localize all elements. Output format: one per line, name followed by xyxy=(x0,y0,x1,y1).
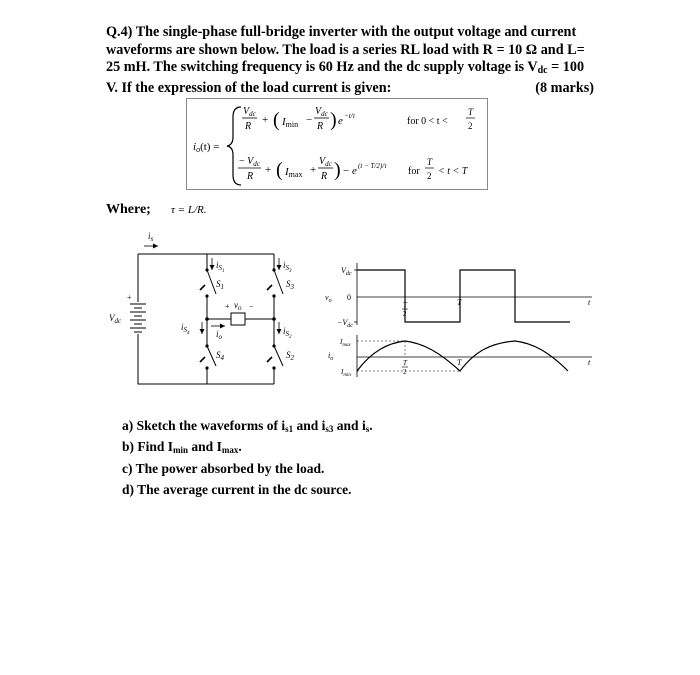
where-label: Where; xyxy=(106,202,151,217)
svg-text:): ) xyxy=(334,159,341,181)
question-text xyxy=(106,24,594,97)
is1-label: $i_{S1}$ xyxy=(216,260,225,274)
svg-text:Vdc: $V_{dc}$ xyxy=(341,266,352,277)
svg-text:−: − xyxy=(343,165,350,177)
svg-text:Imax: Imax xyxy=(285,166,303,179)
svg-text:for: for xyxy=(408,166,420,177)
part-d: d) The average current in the dc source. xyxy=(122,481,352,497)
svg-text:2: 2 xyxy=(468,121,473,131)
svg-text:Vdc: $V_{dc}$ xyxy=(109,313,122,325)
svg-text:(: ( xyxy=(276,159,283,181)
voltage-waveform xyxy=(325,263,592,329)
svg-text:vo: $v_o$ xyxy=(325,293,332,304)
svg-text:2: 2 xyxy=(403,310,407,318)
svg-text:+: + xyxy=(310,164,317,176)
load-current-formula xyxy=(186,98,488,190)
formula-graphic xyxy=(187,99,487,189)
is3-label: $i_{S3}$ xyxy=(283,260,292,274)
svg-text:T: T xyxy=(427,157,433,167)
svg-text:T: T xyxy=(403,359,407,367)
formula-brace xyxy=(227,107,241,185)
svg-text:2: 2 xyxy=(427,171,432,181)
svg-text:−: − xyxy=(249,302,254,311)
svg-text:0: 0 xyxy=(347,293,351,302)
svg-text:e: e xyxy=(352,165,357,177)
formula-case-1 xyxy=(242,106,475,132)
svg-text:Vdc: $V_{dc}$ xyxy=(319,156,332,168)
svg-text:Vdc: $V_{dc}$ xyxy=(243,106,256,118)
part-c: c) The power absorbed by the load. xyxy=(122,460,325,476)
svg-text:): ) xyxy=(330,109,337,131)
output-waveforms xyxy=(310,255,600,380)
s1-label: $S_1$ xyxy=(216,279,224,291)
current-waveform xyxy=(328,335,592,378)
question-line-4: V. If the expression of the load current is given: (8 marks) xyxy=(106,79,594,96)
formula-lhs: io(t) = xyxy=(193,141,220,154)
question-line-3: 25 mH. The switching frequency is 60 Hz and the dc supply voltage is $V_{dc} = 100$ xyxy=(106,59,585,76)
svg-text:io: $i_o$ xyxy=(216,329,223,341)
svg-text:+: + xyxy=(265,164,272,176)
marks-label: (8 marks) xyxy=(535,79,594,96)
dc-source xyxy=(109,293,146,334)
full-bridge-circuit xyxy=(108,230,298,390)
svg-text:T: T xyxy=(457,298,462,307)
svg-text:−t/τ: −t/τ xyxy=(344,112,356,120)
svg-text:−: − xyxy=(306,114,313,126)
svg-text:R: R xyxy=(317,121,324,132)
question-line-2: waveforms are shown below. The load is a series RL load with R = 10 Ω and L= xyxy=(106,41,585,58)
svg-text:R: R xyxy=(321,171,328,182)
svg-text:Imin: Imin xyxy=(282,116,299,129)
s3-label: $S_3$ xyxy=(286,279,294,291)
rl-load xyxy=(207,300,274,341)
s4-label: $S_4$ xyxy=(216,350,224,362)
svg-text:Vdc: $V_{dc}$ xyxy=(315,106,328,118)
is-label: $i_s$ xyxy=(148,231,154,243)
svg-text:for 0 < t <: for 0 < t < xyxy=(407,116,448,127)
question-line-1: Q.4) The single-phase full-bridge inverter with the output voltage and current xyxy=(106,24,577,40)
svg-text:+: + xyxy=(262,114,269,126)
svg-text:e: e xyxy=(338,115,343,127)
svg-text:T: T xyxy=(457,358,462,367)
sub-questions xyxy=(122,415,373,500)
svg-text:R: R xyxy=(247,171,254,182)
svg-text:−Vdc: $-V_{dc}$ xyxy=(337,318,353,329)
svg-text:(: ( xyxy=(273,109,280,131)
is4-label: $i_{S4}$ xyxy=(181,322,190,336)
svg-text:t: t xyxy=(588,358,591,367)
svg-text:(t − T/2)/τ: (t − T/2)/τ xyxy=(358,162,387,170)
svg-text:− Vdc: − $V_{dc}$ xyxy=(239,156,260,168)
formula-case-2 xyxy=(238,156,469,182)
s2-label: $S_2$ xyxy=(286,350,294,362)
svg-text:T: T xyxy=(468,107,474,117)
svg-text:t: t xyxy=(588,298,591,307)
svg-text:vo: $v_o$ xyxy=(234,300,242,312)
is2-label: $i_{S2}$ xyxy=(283,326,292,340)
svg-text:T: T xyxy=(403,301,407,309)
part-b: b) Find Imin and Imax. xyxy=(122,439,242,456)
svg-text:< t < T: < t < T xyxy=(438,166,468,177)
svg-text:io: $i_o$ xyxy=(328,351,334,362)
svg-text:+: + xyxy=(225,302,230,311)
svg-text:Imin: $I_{min}$ xyxy=(341,368,351,378)
svg-text:+: + xyxy=(127,293,132,302)
svg-text:R: R xyxy=(245,121,252,132)
svg-text:2: 2 xyxy=(403,368,407,376)
svg-text:Imax: $I_{max}$ xyxy=(340,338,351,348)
part-a: a) Sketch the waveforms of is1 and is3 and is. xyxy=(122,418,373,434)
tau-definition: τ = L/R. xyxy=(171,204,207,216)
